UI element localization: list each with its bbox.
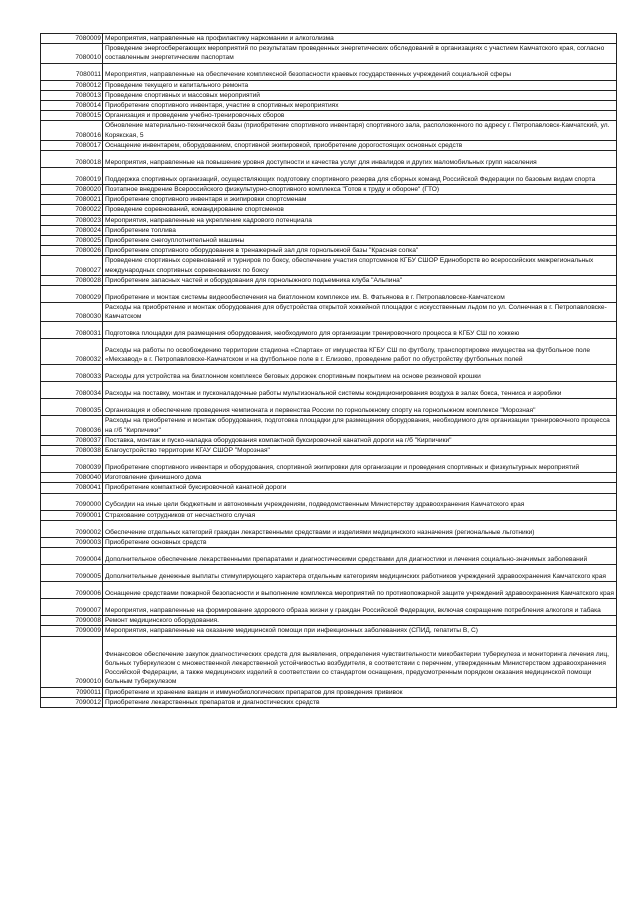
row-description: Обеспечение отдельных категорий граждан лекарственными средствами и изделиями медицинского назначения (региональные льготники) (103, 520, 617, 537)
row-code: 7080027 (41, 256, 103, 275)
row-description: Оснащение средствами пожарной безопасности и выполнение комплекса мероприятий по противопожарной защите учреждений здравоохранения Камчатского края (103, 582, 617, 599)
table-row (41, 121, 617, 140)
table-row (41, 246, 617, 256)
table-row (41, 636, 617, 687)
table-row (41, 687, 617, 697)
row-description: Приобретение основных средств (103, 537, 617, 547)
row-code: 7090010 (41, 636, 103, 687)
row-description: Оснащение инвентарем, оборудованием, спортивной экипировкой, приобретение дорогостоящих основных средств (103, 140, 617, 150)
row-description: Субсидии на иные цели бюджетным и автономным учреждениям, подведомственным Министерству здравоохранения Камчатского края (103, 493, 617, 510)
row-code: 7080041 (41, 483, 103, 493)
row-code: 7080012 (41, 80, 103, 90)
table-row (41, 382, 617, 399)
row-description: Поддержка спортивных организаций, осуществляющих подготовку спортивного резерва для сборных команд Российской Федерации по базовым видам спорта (103, 168, 617, 185)
budget-code-table (40, 33, 617, 708)
row-code: 7080028 (41, 275, 103, 285)
row-code: 7080037 (41, 435, 103, 445)
row-code: 7080039 (41, 456, 103, 473)
table-row (41, 537, 617, 547)
row-description: Проведение энергосберегающих мероприятий по результатам проведенных энергетических обследований в организациях с участием Камчатского края, согласно составленным энергетическим паспортам (103, 44, 617, 63)
table-row (41, 151, 617, 168)
row-description: Расходы на приобретение и монтаж оборудования для обустройства открытой хоккейной площадки с искусственным льдом по ул. Солнечная в г. Петропавловске-Камчатском (103, 303, 617, 322)
table-row (41, 548, 617, 565)
row-code: 7080023 (41, 215, 103, 225)
row-code: 7080031 (41, 322, 103, 339)
row-code: 7080021 (41, 195, 103, 205)
table-row (41, 90, 617, 100)
row-code: 7080018 (41, 151, 103, 168)
row-description: Организация и проведение учебно-тренировочных сборов (103, 111, 617, 121)
row-description: Обновление материально-технической базы (приобретение спортивного инвентаря) спортивного зала, расположенного по адресу г. Петропавловск-Камчатский, ул. Корякская, 5 (103, 121, 617, 140)
row-description: Проведение текущего и капитального ремонта (103, 80, 617, 90)
table-row (41, 697, 617, 707)
row-code: 7080029 (41, 286, 103, 303)
row-code: 7090000 (41, 493, 103, 510)
row-description: Приобретение спортивного оборудования в тренажерный зал для горнолыжной базы "Красная сопка" (103, 246, 617, 256)
row-code: 7080026 (41, 246, 103, 256)
row-code: 7080015 (41, 111, 103, 121)
row-description: Приобретение запасных частей и оборудования для горнолыжного подъемника клуба "Альпина" (103, 275, 617, 285)
row-code: 7080019 (41, 168, 103, 185)
table-row (41, 286, 617, 303)
table-row (41, 256, 617, 275)
table-row (41, 101, 617, 111)
table-body (41, 34, 617, 708)
row-code: 7080024 (41, 225, 103, 235)
row-description: Дополнительные денежные выплаты стимулирующего характера отдельным категориям медицинских работников учреждений здравоохранения Камчатского края (103, 565, 617, 582)
row-code: 7080017 (41, 140, 103, 150)
table-row (41, 456, 617, 473)
row-code: 7090008 (41, 616, 103, 626)
row-description: Приобретение спортивного инвентаря и экипировки спортсменам (103, 195, 617, 205)
row-description: Страхование сотрудников от несчастного случая (103, 510, 617, 520)
table-row (41, 303, 617, 322)
row-code: 7080020 (41, 185, 103, 195)
row-code: 7080040 (41, 473, 103, 483)
row-code: 7080034 (41, 382, 103, 399)
table-row (41, 185, 617, 195)
table-row (41, 416, 617, 435)
row-code: 7080025 (41, 236, 103, 246)
row-code: 7080016 (41, 121, 103, 140)
table-row (41, 520, 617, 537)
row-description: Мероприятия, направленные на обеспечение комплексной безопасности краевых государственных учреждений социальной сферы (103, 63, 617, 80)
row-code: 7090006 (41, 582, 103, 599)
row-code: 7090003 (41, 537, 103, 547)
table-row (41, 80, 617, 90)
row-description: Приобретение компактной буксировочной канатной дороги (103, 483, 617, 493)
row-description: Организация и обеспечение проведения чемпионата и первенства России по горнолыжному спорту на горнолыжном комплексе "Морозная" (103, 399, 617, 416)
row-description: Финансовое обеспечение закупок диагностических средств для выявления, определения чувствительности микобактерии туберкулеза и мониторинга лечения лиц, больных туберкулезом с множественной лекарственной устойчивостью возбудителя, в соответствии с перечнем, утвержденным Министерством здравоохранения Российской Федерации, а также медицинских изделий в соответствии со стандартом оснащения, предусмотренным порядком оказания медицинской помощи больным туберкулезом (103, 636, 617, 687)
table-row (41, 205, 617, 215)
row-description: Мероприятия, направленные на профилактику наркомании и алкоголизма (103, 34, 617, 44)
table-row (41, 483, 617, 493)
row-description: Приобретение топлива (103, 225, 617, 235)
row-code: 7090005 (41, 565, 103, 582)
row-code: 7080035 (41, 399, 103, 416)
row-description: Мероприятия, направленные на оказание медицинской помощи при инфекционных заболеваниях (СПИД, гепатиты В, С) (103, 626, 617, 636)
row-description: Расходы для устройства на биатлонном комплексе беговых дорожек спортивным покрытием на основе резиновой крошки (103, 365, 617, 382)
table-row (41, 493, 617, 510)
table-row (41, 236, 617, 246)
row-description: Приобретение спортивного инвентаря и оборудования, спортивной экипировки для организации и проведения спортивных и физкультурных мероприятий (103, 456, 617, 473)
row-description: Мероприятия, направленные на повышение уровня доступности и качества услуг для инвалидов и других маломобильных групп населения (103, 151, 617, 168)
table-row (41, 322, 617, 339)
row-description: Приобретение и хранение вакцин и иммунобиологических препаратов для проведения прививок (103, 687, 617, 697)
row-description: Приобретение лекарственных препаратов и диагностических средств (103, 697, 617, 707)
row-description: Приобретение и монтаж системы видеообеспечения на биатлонном комплексе им. В. Фатьянова в г. Петропавловске-Камчатском (103, 286, 617, 303)
table-row (41, 599, 617, 616)
table-row (41, 365, 617, 382)
row-description: Поэтапное внедрение Всероссийского физкультурно-спортивного комплекса "Готов к труду и обороне" (ГТО) (103, 185, 617, 195)
row-code: 7080010 (41, 44, 103, 63)
table-row (41, 582, 617, 599)
row-description: Поставка, монтаж и пуско-наладка оборудования компактной буксировочной канатной дороги на г/б "Кирпичики" (103, 435, 617, 445)
table-row (41, 275, 617, 285)
table-row (41, 215, 617, 225)
row-description: Подготовка площадки для размещения оборудования, необходимого для организации тренировочного процесса в КГБУ СШ по хоккею (103, 322, 617, 339)
row-description: Расходы на поставку, монтаж и пусконаладочные работы мультизональной системы кондиционирования воздуха в залах бокса, тенниса и аэробики (103, 382, 617, 399)
table-row (41, 195, 617, 205)
table-row (41, 140, 617, 150)
row-description: Приобретение снегоуплотнительной машины (103, 236, 617, 246)
row-description: Дополнительное обеспечение лекарственными препаратами и диагностическими средствами для диагностики и лечения социально-значимых заболеваний (103, 548, 617, 565)
row-description: Проведение спортивных и массовых мероприятий (103, 90, 617, 100)
table-row (41, 63, 617, 80)
row-code: 7080036 (41, 416, 103, 435)
table-row (41, 168, 617, 185)
row-description: Мероприятия, направленные на формирование здорового образа жизни у граждан Российской Федерации, включая сокращение потребления алкоголя и табака (103, 599, 617, 616)
row-code: 7090002 (41, 520, 103, 537)
row-code: 7090009 (41, 626, 103, 636)
table-row (41, 435, 617, 445)
row-description: Расходы на приобретение и монтаж оборудования, подготовка площадки для размещения оборудования, необходимого для организации тренировочного процесса на г/б "Кирпичики" (103, 416, 617, 435)
table-row (41, 473, 617, 483)
row-description: Расходы на работы по освобождению территории стадиона «Спартак» от имущества КГБУ СШ по футболу, транспортировке имущества на футбольное поле «Мехзавод» в г. Петропавловске-Камчатском и на футбольное поле в г. Елизово, проведение работ по обустройству футбольных полей (103, 339, 617, 365)
row-code: 7080013 (41, 90, 103, 100)
table-row (41, 225, 617, 235)
table-row (41, 44, 617, 63)
row-description: Изготовление финишного дома (103, 473, 617, 483)
row-code: 7080014 (41, 101, 103, 111)
row-code: 7090011 (41, 687, 103, 697)
row-description: Мероприятия, направленные на укрепление кадрового потенциала (103, 215, 617, 225)
table-row (41, 626, 617, 636)
row-description: Проведение спортивных соревнований и турниров по боксу, обеспечение участия спортсменов КГБУ СШОР Единоборств во всероссийских межрегиональных международных спортивных соревнованиях по боксу (103, 256, 617, 275)
row-code: 7080022 (41, 205, 103, 215)
row-code: 7090001 (41, 510, 103, 520)
row-code: 7090012 (41, 697, 103, 707)
row-code: 7090007 (41, 599, 103, 616)
row-description: Ремонт медицинского оборудования. (103, 616, 617, 626)
row-description: Приобретение спортивного инвентаря, участие в спортивных мероприятиях (103, 101, 617, 111)
row-code: 7080009 (41, 34, 103, 44)
row-description: Проведение соревнований, командирование спортсменов (103, 205, 617, 215)
table-row (41, 565, 617, 582)
row-code: 7080011 (41, 63, 103, 80)
table-row (41, 34, 617, 44)
row-code: 7090004 (41, 548, 103, 565)
row-code: 7080038 (41, 446, 103, 456)
table-row (41, 510, 617, 520)
table-row (41, 339, 617, 365)
table-row (41, 399, 617, 416)
row-code: 7080032 (41, 339, 103, 365)
row-code: 7080033 (41, 365, 103, 382)
table-row (41, 446, 617, 456)
table-row (41, 111, 617, 121)
row-code: 7080030 (41, 303, 103, 322)
table-row (41, 616, 617, 626)
row-description: Благоустройство территории КГАУ СШОР "Морозная" (103, 446, 617, 456)
